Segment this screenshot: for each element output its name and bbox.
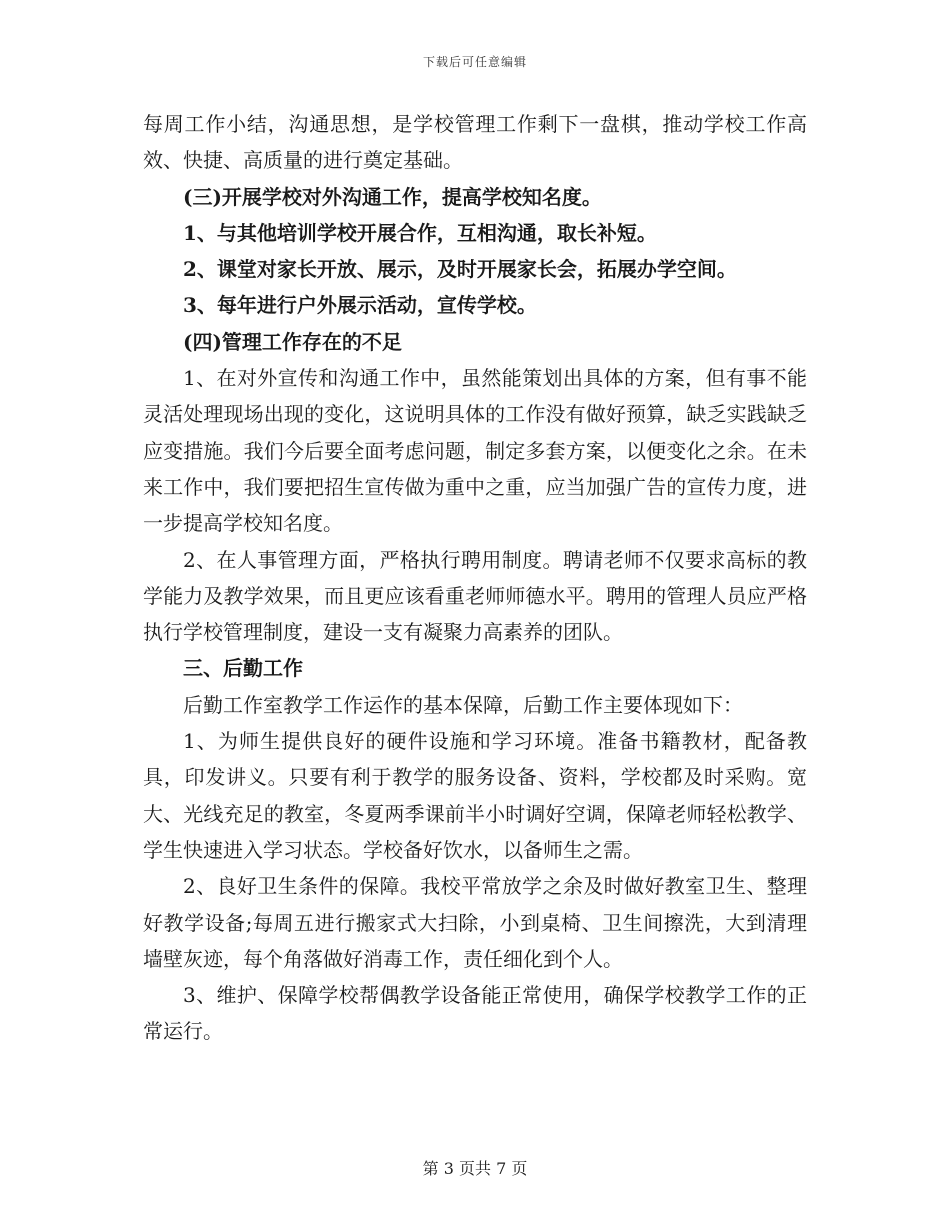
body-paragraph: 每周工作小结，沟通思想，是学校管理工作剩下一盘棋，推动学校工作高效、快捷、高质量的进行奠定基础。	[143, 112, 807, 173]
document-body	[143, 106, 807, 1050]
body-paragraph: 1、在对外宣传和沟通工作中，虽然能策划出具体的方案，但有事不能灵活处理现场出现的变化，这说明具体的工作没有做好预算，缺乏实践缺乏应变措施。我们今后要全面考虑问题，制定多套方案，以便变化之余。在未来工作中，我们要把招生宣传做为重中之重，应当加强广告的宣传力度，进一步提高学校知名度。	[143, 366, 807, 536]
body-paragraph: 3、维护、保障学校帮偶教学设备能正常使用，确保学校教学工作的正常运行。	[143, 983, 807, 1044]
page-number-footer: 第 3 页共 7 页	[422, 1159, 528, 1178]
body-paragraph-bold: 1、与其他培训学校开展合作，互相沟通，取长补短。	[183, 220, 657, 245]
section-heading: (四)管理工作存在的不足	[183, 329, 402, 354]
body-paragraph-bold: 3、每年进行户外展示活动，宣传学校。	[183, 293, 537, 318]
body-paragraph: 后勤工作室教学工作运作的基本保障，后勤工作主要体现如下：	[183, 692, 743, 717]
body-paragraph: 1、为师生提供良好的硬件设施和学习环境。准备书籍教材，配备教具，印发讲义。只要有利于教学的服务设备、资料，学校都及时采购。宽大、光线充足的教室，冬夏两季课前半小时调好空调，保障老师轻松教学、学生快速进入学习状态。学校备好饮水，以备师生之需。	[143, 729, 807, 862]
body-paragraph: 2、良好卫生条件的保障。我校平常放学之余及时做好教室卫生、整理好教学设备;每周五进行搬家式大扫除，小到桌椅、卫生间擦洗，大到清理墙壁灰迹，每个角落做好消毒工作，责任细化到个人。	[143, 874, 807, 971]
page-header-note: 下载后可任意编辑	[422, 55, 527, 69]
body-paragraph-bold: 2、课堂对家长开放、展示，及时开展家长会，拓展办学空间。	[183, 257, 737, 282]
section-heading: (三)开展学校对外沟通工作，提高学校知名度。	[183, 184, 602, 209]
section-heading: 三、后勤工作	[183, 656, 303, 681]
body-paragraph: 2、在人事管理方面，严格执行聘用制度。聘请老师不仅要求高标的教学能力及教学效果，而且更应该看重老师师德水平。聘用的管理人员应严格执行学校管理制度，建设一支有凝聚力高素养的团队。	[143, 547, 807, 645]
